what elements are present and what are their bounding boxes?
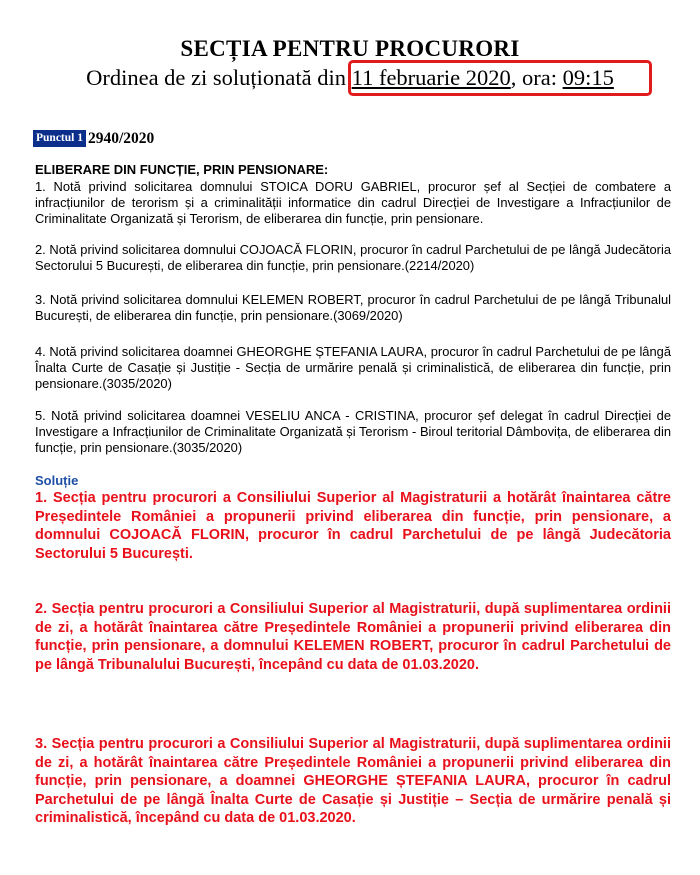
solution-item: 2. Secția pentru procurori a Consiliului Superior al Magistraturii, după suplimentarea ordinii de zi, a hotărât înaintarea către Președintele României a propunerii privind eliberarea din funcție, prin pensionare, a domnului KELEMEN ROBERT, procuror în cadrul Parchetului de pe lângă Tribunalului București, începând cu data de 01.03.2020.: [35, 601, 671, 673]
note-item: 3. Notă privind solicitarea domnului KELEMEN ROBERT, procuror în cadrul Parchetului de pe lângă Tribunalul București, de eliberarea din funcție, prin pensionare.(3069/2020): [35, 292, 671, 323]
session-date: 11 februarie 2020: [351, 65, 511, 90]
agenda-item-label: Punctul 1: [33, 130, 86, 147]
subtitle-prefix: Ordinea de zi soluționată din: [86, 65, 352, 90]
note-item: 5. Notă privind solicitarea doamnei VESELIU ANCA - CRISTINA, procuror șef delegat în cadrul Direcției de Investigare a Infracțiunilor de Criminalitate Organizată și Terorism - Biroul teritorial Dâmbovița, de eliberarea din funcție, prin pensionare.(3035/2020): [35, 408, 671, 455]
section-heading: ELIBERARE DIN FUNCȚIE, PRIN PENSIONARE:: [35, 162, 329, 177]
note-item: 4. Notă privind solicitarea doamnei GHEORGHE ȘTEFANIA LAURA, procuror în cadrul Parchetului de pe lângă Înalta Curte de Casație și Justiție - Secția de urmărire penală și criminalistică, de eliberarea din funcție, prin pensionare.(3035/2020): [35, 344, 671, 391]
note-item: 1. Notă privind solicitarea domnului STOICA DORU GABRIEL, procuror șef al Secției de combatere a infracțiunilor de terorism și a criminalității informatice din cadrul Direcției de Investigare a Infracțiunilor de Criminalitate Organizată și Terorism, de eliberarea din funcție, prin pensionare.: [35, 179, 671, 226]
time-label: , ora:: [510, 65, 563, 90]
session-time: 09:15: [562, 65, 614, 90]
agenda-item-number: 2940/2020: [87, 130, 155, 148]
note-item: 2. Notă privind solicitarea domnului COJOACĂ FLORIN, procuror în cadrul Parchetului de pe lângă Judecătoria Sectorului 5 București, de eliberarea din funcție, prin pensionare.(2214/2020): [35, 242, 671, 273]
page-subtitle: [0, 64, 700, 92]
solution-label: Soluție: [35, 473, 79, 488]
solution-item: 1. Secția pentru procurori a Consiliului Superior al Magistraturii a hotărât înaintarea către Președintele României a propunerii privind eliberarea din funcție, prin pensionare, a domnului COJOACĂ FLORIN, procuror în cadrul Parchetului de pe lângă Judecătoria Sectorului 5 București.: [35, 490, 671, 562]
agenda-item-header: [33, 130, 154, 148]
page-title: SECȚIA PENTRU PROCURORI: [180, 36, 520, 61]
solution-item: 3. Secția pentru procurori a Consiliului Superior al Magistraturii, după suplimentarea ordinii de zi, a hotărât înaintarea către Președintele României a propunerii privind eliberarea din funcție, prin pensionare, a doamnei GHEORGHE ȘTEFANIA LAURA, procuror în cadrul Parchetului de pe lângă Înalta Curte de Casație și Justiție – Secția de urmărire penală și criminalistică, începând cu data de 01.03.2020.: [35, 736, 671, 826]
